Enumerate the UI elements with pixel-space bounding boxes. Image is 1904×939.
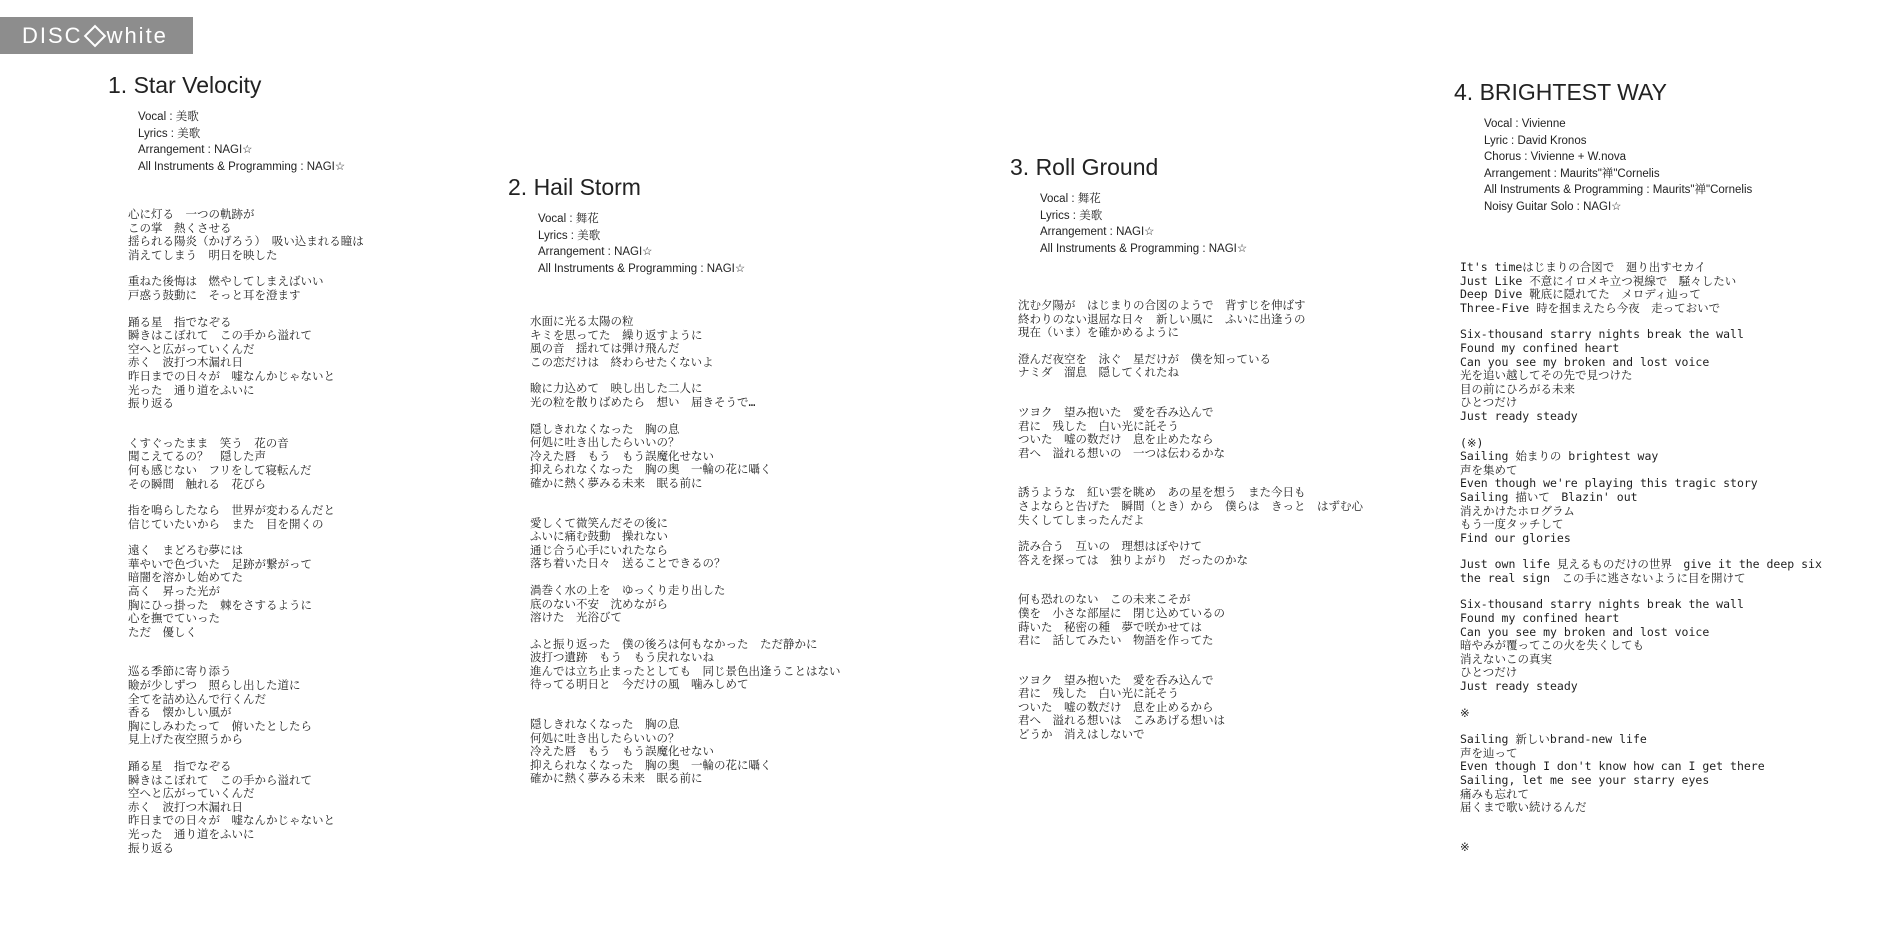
lyric-line: It's timeはじまりの合図で 廻り出すセカイ <box>1460 260 1706 274</box>
lyric-line: 君に 話してみたい 物語を作ってた <box>1018 633 1214 648</box>
song-2-lyrics <box>530 315 841 786</box>
lyric-line: 見上げた夜空照うから <box>128 732 243 747</box>
lyric-line: 香る 懐かしい風が <box>128 705 232 720</box>
lyric-line: 答えを探っては 独りよがり だったのかな <box>1018 552 1248 567</box>
lyric-line: その瞬間 触れる 花びら <box>128 476 266 491</box>
lyric-line: 遠く まどろむ夢には <box>128 543 243 558</box>
lyric-line: 波打つ遺跡 もう もう戻れないね <box>530 650 714 665</box>
lyric-line: Just Like 不意にイロメキ立つ視線で 騒々したい <box>1460 273 1737 288</box>
lyric-stanza <box>530 718 841 786</box>
song-2-header <box>508 174 745 277</box>
lyric-stanza <box>530 517 841 571</box>
lyric-line: Just ready steady <box>1460 679 1578 694</box>
lyric-stanza <box>1018 406 1363 460</box>
lyric-line: Six-thousand starry nights break the wall <box>1460 327 1744 342</box>
credit-line: Vocal : Vivienne <box>1484 118 1566 130</box>
lyric-line: 昨日までの日々が 嘘なんかじゃないと <box>128 813 335 828</box>
lyric-line: 光った 通り道をふいに <box>128 826 255 841</box>
credit-line: Arrangement : NAGI☆ <box>538 246 653 258</box>
song-4-header <box>1454 79 1752 215</box>
lyric-stanza <box>1018 299 1363 340</box>
lyric-line: 読み合う 互いの 理想はぼやけて <box>1018 539 1202 554</box>
lyric-stanza <box>1460 841 1822 855</box>
lyric-line: Sailing 描いて Blazin' out <box>1460 489 1638 504</box>
lyric-line: もう一度タッチして <box>1460 517 1564 532</box>
credit-line: Vocal : 舞花 <box>1040 193 1101 205</box>
lyric-stanza <box>530 638 841 692</box>
lyric-line: 揺られる陽炎（かげろう） 吸い込まれる瞳は <box>128 234 364 249</box>
lyric-stanza <box>530 584 841 625</box>
lyric-stanza <box>128 208 364 262</box>
song-1-lyrics <box>128 208 364 855</box>
lyric-stanza <box>1018 593 1363 647</box>
song-credits <box>1040 191 1247 257</box>
lyric-line: 華やいで色づいた 足跡が繋がって <box>128 556 312 571</box>
lyric-line: Found my confined heart <box>1460 340 1620 355</box>
song-title: 3. Roll Ground <box>1010 154 1159 180</box>
lyric-line: 空へと広がっていくんだ <box>128 341 255 356</box>
lyric-line: 風の音 揺れては弾け飛んだ <box>530 341 680 356</box>
lyric-line: ついた 嘘の数だけ 息を止めたなら <box>1018 432 1214 447</box>
lyric-line: 光の粒を散りばめたら 想い 届きそうで… <box>530 394 756 409</box>
lyric-stanza <box>530 382 841 409</box>
lyric-line: 振り返る <box>128 840 174 855</box>
lyric-line: ふいに痛む鼓動 操れない <box>530 529 668 544</box>
lyric-line: Can you see my broken and lost voice <box>1460 624 1710 639</box>
credit-line: All Instruments & Programming : Maurits"禅"Cornelis <box>1484 184 1753 196</box>
lyric-line: 心を撫でていった <box>128 611 220 626</box>
lyric-stanza <box>1460 261 1822 315</box>
lyric-line: 底のない不安 沈めながら <box>530 596 668 611</box>
lyric-line: 沈む夕陽が はじまりの合図のようで 背すじを伸ばす <box>1018 298 1306 312</box>
lyric-stanza <box>1460 707 1822 721</box>
lyric-line: さよならと告げた 瞬間（とき）から 僕らは きっと はずむ心 <box>1018 498 1363 513</box>
lyric-line: 光った 通り道をふいに <box>128 382 255 397</box>
lyric-line: 消えかけたホログラム <box>1460 503 1575 518</box>
lyric-line: Deep Dive 靴底に隠れてた メロディ辿って <box>1460 287 1701 302</box>
lyric-line: 僕を 小さな部屋に 閉じ込めているの <box>1018 605 1225 620</box>
lyric-line: 瞬きはこぼれて この手から溢れて <box>128 772 312 787</box>
lyric-line: ひとつだけ <box>1460 395 1518 410</box>
disc-label-right: white <box>106 22 168 48</box>
lyric-line: ※ <box>1460 705 1470 720</box>
lyric-stanza <box>530 423 841 491</box>
lyric-line: Three-Five 時を掴まえたら今夜 走っておいで <box>1460 300 1721 315</box>
credit-line: Arrangement : NAGI☆ <box>1040 226 1155 238</box>
lyric-line: 通じ合う心手にいれたなら <box>530 542 668 557</box>
lyric-line: 重ねた後悔は 燃やしてしまえばいい <box>128 274 324 289</box>
lyric-line: 君に 残した 白い光に託そう <box>1018 418 1179 433</box>
lyric-line: Six-thousand starry nights break the wall <box>1460 597 1744 612</box>
lyric-line: 冷えた唇 もう もう誤魔化せない <box>530 448 714 463</box>
lyric-line: どうか 消えはしないで <box>1018 727 1145 742</box>
lyric-line: 君へ 溢れる想いは こみあげる想いは <box>1018 713 1225 728</box>
lyric-line: Sailing, let me see your starry eyes <box>1460 773 1710 787</box>
lyric-line: 痛みも忘れて <box>1460 786 1529 801</box>
lyric-line: 暗やみが覆ってこの火を失くしても <box>1460 638 1644 653</box>
lyric-line: ひとつだけ <box>1460 665 1518 680</box>
lyric-line: 冷えた唇 もう もう誤魔化せない <box>530 744 714 759</box>
lyric-stanza <box>128 544 364 639</box>
lyric-line: ナミダ 溜息 隠してくれたね <box>1018 365 1179 380</box>
lyric-line: (※) <box>1460 435 1484 450</box>
credit-line: Noisy Guitar Solo : NAGI☆ <box>1484 200 1622 213</box>
lyric-line: 落ち着いた日々 送ることできるの？ <box>530 556 726 571</box>
lyric-line: 赤く 波打つ木漏れ日 <box>128 355 243 370</box>
lyric-line: くすぐったまま 笑う 花の音 <box>128 435 289 450</box>
lyric-line: 確かに熱く夢みる未来 眠る前に <box>530 771 703 786</box>
lyric-line: 空へと広がっていくんだ <box>128 786 255 801</box>
credit-line: Vocal : 美歌 <box>138 111 199 123</box>
lyric-line: Even though I don't know how can I get there <box>1460 759 1765 774</box>
lyric-line: 瞼が少しずつ 照らし出した道に <box>128 678 301 693</box>
lyric-line: 振り返る <box>128 396 174 411</box>
lyric-line: 目の前にひろがる未来 <box>1460 381 1575 396</box>
disc-label-left: DISC <box>22 22 83 48</box>
diamond-icon <box>83 24 106 47</box>
lyric-line: ただ 優しく <box>128 624 197 639</box>
credit-line: All Instruments & Programming : NAGI☆ <box>1040 242 1248 255</box>
lyric-line: 溶けた 光浴びて <box>530 610 622 625</box>
song-1-header <box>108 72 345 175</box>
credit-line: Chorus : Vivienne + W.nova <box>1484 151 1627 163</box>
lyric-line: 待ってる明日と 今だけの風 噛みしめて <box>530 677 749 692</box>
song-credits <box>138 109 345 175</box>
song-title: 4. BRIGHTEST WAY <box>1454 79 1667 105</box>
lyric-line: 隠しきれなくなった 胸の息 <box>530 717 680 732</box>
lyric-line: Can you see my broken and lost voice <box>1460 354 1710 369</box>
lyric-stanza <box>128 504 364 531</box>
song-4-lyrics <box>1460 261 1822 854</box>
credit-line: Lyrics : 美歌 <box>138 127 201 140</box>
lyric-line: Sailing 新しいbrand-new life <box>1460 732 1647 747</box>
lyric-line: 抑えられなくなった 胸の奥 一輪の花に囁く <box>530 462 772 477</box>
lyric-line: ツヨク 望み抱いた 愛を呑み込んで <box>1018 672 1214 687</box>
lyric-stanza <box>1460 437 1822 546</box>
lyric-line: 全てを詰め込んで行くんだ <box>128 691 266 706</box>
credit-line: Vocal : 舞花 <box>538 213 599 225</box>
lyric-line: 高く 昇った光が <box>128 584 220 599</box>
lyric-stanza <box>128 665 364 747</box>
lyric-line: 何処に吐き出したらいいの？ <box>530 435 680 450</box>
lyric-line: 失くしてしまったんだよ <box>1018 512 1145 527</box>
lyric-line: 声を集めて <box>1460 462 1518 477</box>
lyric-stanza <box>1460 733 1822 815</box>
lyric-stanza <box>128 275 364 302</box>
lyric-stanza <box>1460 558 1822 585</box>
lyric-line: 澄んだ夜空を 泳ぐ 星だけが 僕を知っている <box>1018 351 1271 366</box>
lyric-line: 消えないこの真実 <box>1460 651 1552 666</box>
lyric-stanza <box>530 315 841 369</box>
lyric-stanza <box>1018 540 1363 567</box>
lyric-stanza <box>128 760 364 855</box>
lyric-line: 確かに熱く夢みる未来 眠る前に <box>530 475 703 490</box>
lyric-line: この掌 熱くさせる <box>128 220 232 235</box>
lyric-line: 聞こえてるの？ 隠した声 <box>128 449 266 464</box>
credit-line: Arrangement : NAGI☆ <box>138 144 253 156</box>
song-title: 1. Star Velocity <box>108 72 262 98</box>
credit-line: All Instruments & Programming : NAGI☆ <box>538 262 746 275</box>
lyric-line: ふと振り返った 僕の後ろは何もなかった ただ静かに <box>530 636 818 651</box>
lyric-line: 戸惑う鼓動に そっと耳を澄ます <box>128 287 301 302</box>
lyric-line: Found my confined heart <box>1460 611 1620 626</box>
lyric-line: 胸にひっ掛った 棘をさするように <box>128 597 312 612</box>
lyric-line: 蒔いた 秘密の種 夢で咲かせては <box>1018 619 1202 634</box>
lyric-stanza <box>1460 328 1822 423</box>
lyric-line: 現在（いま）を確かめるように <box>1018 325 1179 340</box>
lyric-line: 踊る星 指でなぞる <box>128 759 232 773</box>
lyric-line: 何も恐れのない この未来こそが <box>1018 592 1191 607</box>
lyric-line: 光を追い越してその先で見つけた <box>1460 368 1633 383</box>
lyric-line: 抑えられなくなった 胸の奥 一輪の花に囁く <box>530 757 772 772</box>
disc-label-tab <box>0 17 193 54</box>
lyric-line: ツヨク 望み抱いた 愛を呑み込んで <box>1018 404 1214 419</box>
lyric-line: Just own life 見えるものだけの世界 give it the deep six <box>1460 557 1822 572</box>
lyric-line: 何処に吐き出したらいいの？ <box>530 730 680 745</box>
lyric-line: キミを思ってた 繰り返すように <box>530 327 703 342</box>
lyric-line: ついた 嘘の数だけ 息を止めるから <box>1018 699 1214 714</box>
lyric-line: 誘うような 紅い雲を眺め あの星を想う また今日も <box>1018 485 1306 500</box>
lyric-line: 瞼に力込めて 映し出した二人に <box>530 381 703 396</box>
credit-line: All Instruments & Programming : NAGI☆ <box>138 160 346 173</box>
lyric-line: 信じていたいから また 目を開くの <box>128 516 324 531</box>
song-3-header <box>1010 154 1247 257</box>
lyric-line: Find our glories <box>1460 530 1571 545</box>
lyric-line: この恋だけは 終わらせたくないよ <box>530 354 714 369</box>
lyric-line: 瞬きはこぼれて この手から溢れて <box>128 328 312 343</box>
lyric-stanza <box>128 316 364 411</box>
lyric-line: Even though we're playing this tragic story <box>1460 476 1758 491</box>
credit-line: Lyric : David Kronos <box>1484 134 1587 147</box>
song-title: 2. Hail Storm <box>508 174 641 200</box>
credit-line: Arrangement : Maurits"禅"Cornelis <box>1484 167 1660 180</box>
credit-line: Lyrics : 美歌 <box>538 229 601 242</box>
lyric-line: 胸にしみわたって 俯いたとしたら <box>128 718 312 733</box>
lyric-line: 渦巻く水の上を ゆっくり走り出した <box>530 582 726 597</box>
lyric-line: 隠しきれなくなった 胸の息 <box>530 421 680 436</box>
song-credits <box>1484 116 1752 215</box>
lyric-line: the real sign この手に逃さないように目を開けて <box>1460 570 1746 585</box>
lyric-line: 届くまで歌い続けるんだ <box>1460 800 1587 815</box>
lyric-line: 心に灯る 一つの軌跡が <box>128 207 255 221</box>
lyric-line: 水面に光る太陽の粒 <box>530 314 634 328</box>
lyric-line: Just ready steady <box>1460 408 1578 423</box>
lyric-line: 巡る季節に寄り添う <box>128 664 232 679</box>
lyric-stanza <box>1018 674 1363 742</box>
lyric-line: 踊る星 指でなぞる <box>128 314 232 329</box>
lyric-stanza <box>1018 486 1363 527</box>
lyric-line: 指を鳴らしたなら 世界が変わるんだと <box>128 503 335 518</box>
lyric-line: 声を辿って <box>1460 745 1518 760</box>
credit-line: Lyrics : 美歌 <box>1040 209 1103 222</box>
lyric-stanza <box>128 437 364 491</box>
lyric-stanza <box>1460 598 1822 693</box>
song-credits <box>538 211 745 277</box>
lyric-line: Sailing 始まりの brightest way <box>1460 449 1659 464</box>
lyric-line: 君に 残した 白い光に託そう <box>1018 686 1179 701</box>
lyric-line: 何も感じない フリをして寝転んだ <box>128 462 312 477</box>
lyric-line: 君へ 溢れる想いの 一つは伝わるかな <box>1018 445 1225 460</box>
lyric-stanza <box>1018 353 1363 380</box>
lyric-line: 進んでは立ち止まったとしても 同じ景色出逢うことはない <box>530 663 841 678</box>
lyric-line: 終わりのない退屈な日々 新しい風に ふいに出逢うの <box>1018 311 1306 326</box>
lyric-line: 昨日までの日々が 嘘なんかじゃないと <box>128 368 335 383</box>
lyric-line: 愛しくて微笑んだその後に <box>530 515 668 530</box>
song-3-lyrics <box>1018 299 1363 742</box>
lyric-line: 暗闇を溶かし始めてた <box>128 570 243 585</box>
lyric-line: 消えてしまう 明日を映した <box>128 247 278 262</box>
lyric-line: 赤く 波打つ木漏れ日 <box>128 799 243 814</box>
lyric-line: ※ <box>1460 839 1470 854</box>
